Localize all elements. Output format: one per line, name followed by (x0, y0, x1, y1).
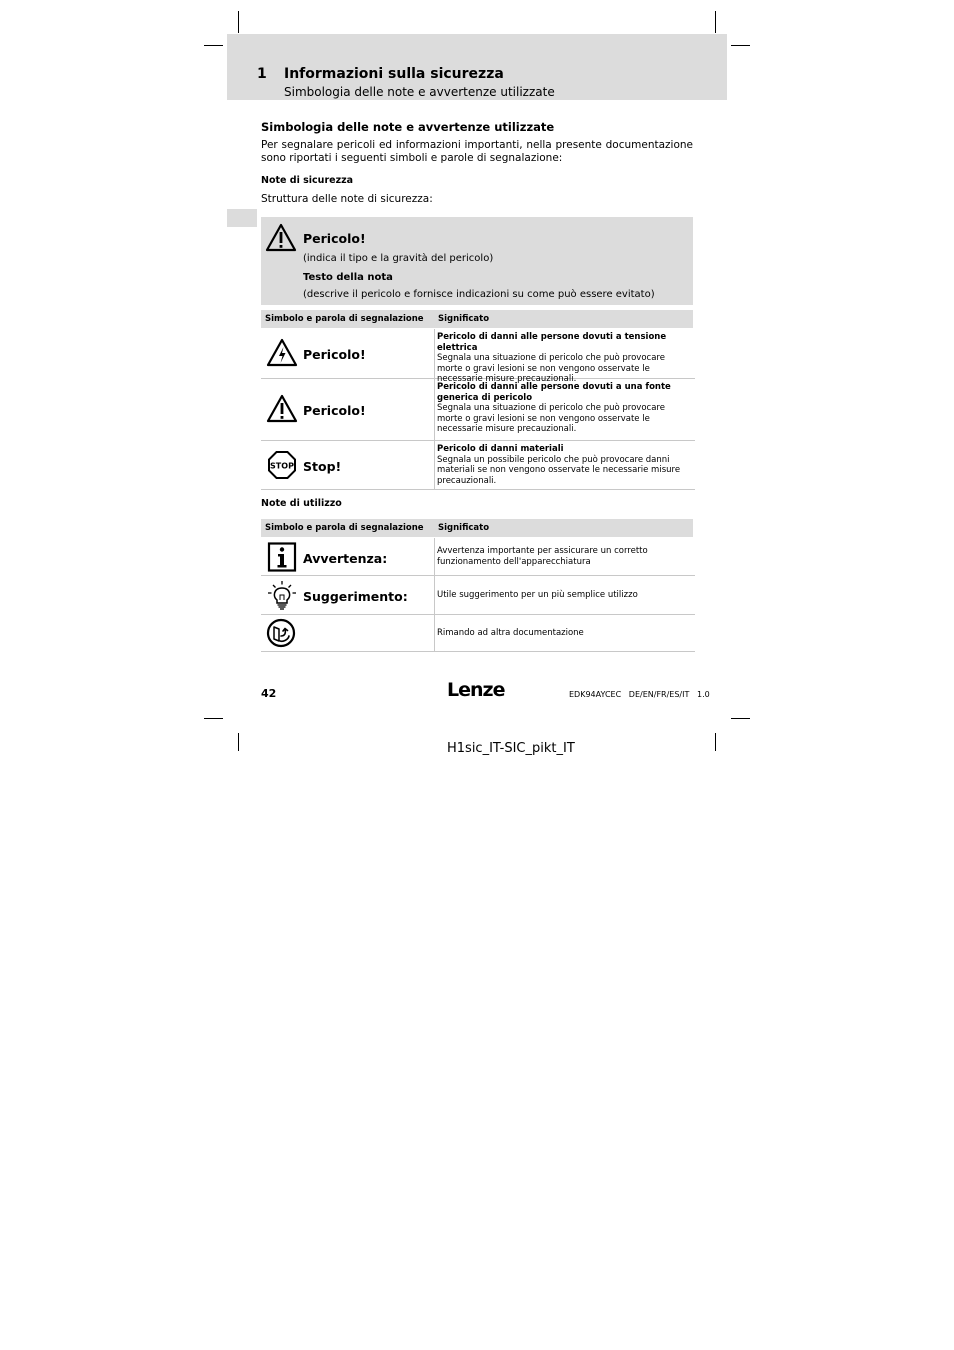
table-header-meaning: Significato (435, 310, 693, 328)
document-code: EDK94AYCEC DE/EN/FR/ES/IT 1.0 (569, 690, 710, 699)
note-line-description: (descrive il pericolo e fornisce indicazioni su come può essere evitato) (303, 289, 655, 300)
warning-icon (266, 394, 298, 424)
page-number: 42 (261, 687, 277, 700)
note-title: Pericolo! (303, 231, 366, 246)
note-line-type: (indica il tipo e la gravità del pericolo) (303, 253, 494, 264)
warning-icon (265, 223, 297, 253)
crop-mark (238, 11, 239, 33)
meaning-text: Avvertenza importante per assicurare un corretto funzionamento dell'apparecchiatura (437, 546, 648, 567)
meaning-text: Pericolo di danni alle persone dovuti a tensione elettrica Segnala una situazione di pericolo che può provocare morte o gravi lesioni se non vengono osservate le necessarie misure precauzionali. (437, 332, 667, 384)
crop-mark (204, 45, 223, 46)
crop-mark (204, 718, 223, 719)
chapter-tab-marker (227, 209, 257, 227)
signal-word: Avvertenza: (303, 551, 388, 566)
structure-label: Struttura delle note di sicurezza: (261, 193, 433, 205)
info-icon (266, 542, 298, 572)
table-header-symbol: Simbolo e parola di segnalazione (261, 519, 437, 537)
meaning-text: Rimando ad altra documentazione (437, 628, 584, 638)
table-row (261, 576, 695, 615)
chapter-title: Informazioni sulla sicurezza (284, 66, 504, 82)
crop-mark (731, 718, 750, 719)
stop-icon (266, 450, 298, 480)
chapter-subtitle: Simbologia delle note e avvertenze utilizzate (284, 85, 555, 99)
table-header-symbol: Simbolo e parola di segnalazione (261, 310, 437, 328)
reference-book-icon (266, 618, 298, 648)
crop-mark (238, 733, 239, 751)
table-row (261, 441, 695, 490)
svg-text:STOP: STOP (270, 461, 294, 471)
crop-mark (715, 733, 716, 751)
note-line-text-heading: Testo della nota (303, 272, 393, 283)
signal-word: Pericolo! (303, 403, 366, 418)
signal-word: Suggerimento: (303, 589, 408, 604)
meaning-text: Utile suggerimento per un più semplice utilizzo (437, 590, 638, 600)
crop-mark (731, 45, 750, 46)
section-title: Simbologia delle note e avvertenze utilizzate (261, 120, 555, 134)
safety-symbols-table (261, 310, 695, 490)
brand-logo: Lenze (447, 679, 505, 701)
file-label: H1sic_IT-SIC_pikt_IT (447, 741, 575, 756)
chapter-number: 1 (257, 66, 267, 82)
meaning-text: Pericolo di danni materiali Segnala un possibile pericolo che può provocare danni materiali se non vengono osservate le necessarie misure precauzionali. (437, 444, 681, 486)
signal-word: Stop! (303, 459, 342, 474)
sample-note-box (261, 217, 693, 305)
meaning-text: Pericolo di danni alle persone dovuti a una fonte generica di pericolo Segnala una situazione di pericolo che può provocare morte o gravi lesioni se non vengono osservate le necessarie misure precauzionali. (437, 382, 671, 434)
lightbulb-icon (266, 580, 298, 610)
crop-mark (715, 11, 716, 33)
safety-notes-heading: Note di sicurezza (261, 175, 354, 186)
table-row (261, 615, 695, 652)
table-row (261, 538, 695, 576)
table-header-meaning: Significato (435, 519, 693, 537)
signal-word: Pericolo! (303, 347, 366, 362)
table-row (261, 379, 695, 441)
usage-symbols-table (261, 519, 695, 652)
intro-paragraph: Per segnalare pericoli ed informazioni importanti, nella presente documentazione sono riportati i seguenti simboli e parole di segnalazione: (261, 139, 693, 164)
usage-notes-heading: Note di utilizzo (261, 498, 342, 509)
electric-hazard-icon (266, 338, 298, 368)
table-row (261, 329, 695, 384)
